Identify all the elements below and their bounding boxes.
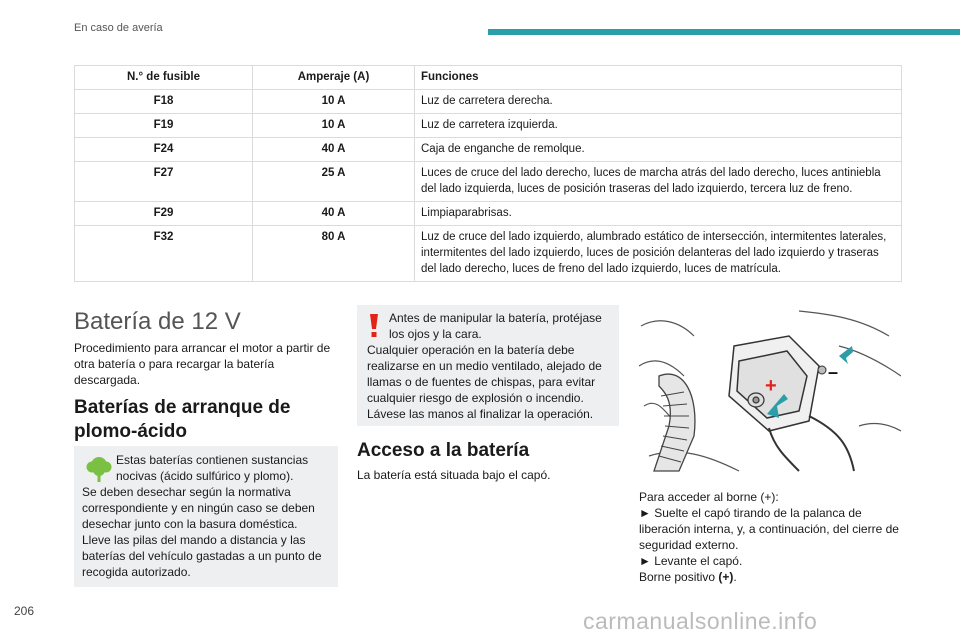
fuse-amperage: 10 A (253, 90, 415, 114)
positive-terminal-label: + (765, 375, 777, 397)
environment-note-box (74, 446, 338, 587)
fuse-table (74, 65, 902, 282)
fuse-amperage: 40 A (253, 202, 415, 226)
fuse-number: F32 (75, 226, 253, 282)
battery-intro-text: Procedimiento para arrancar el motor a partir de otra batería o para recargar la batería descargada. (74, 341, 331, 387)
table-row (75, 90, 902, 114)
step-release-hood: ► Suelte el capó tirando de la palanca de liberación interna, y, a continuación, del cierre de seguridad externo. (639, 506, 899, 552)
positive-terminal-symbol: (+) (718, 570, 734, 584)
fuse-function: Luz de cruce del lado izquierdo, alumbrado estático de intersección, intermitentes laterales, intermitentes del lado izquierdo, luces de posición delanteras del lado izquierdo y traseras del lado derecho, luces de freno del lado izquierdo, luces de matrícula. (415, 226, 902, 282)
warning-line-3: Lávese las manos al finalizar la operación. (367, 407, 594, 421)
lead-acid-heading: Baterías de arranque de plomo-ácido (74, 397, 291, 442)
column-header-functions: Funciones (415, 66, 902, 90)
steps-intro: Para acceder al borne (+): (639, 490, 779, 504)
table-row (75, 202, 902, 226)
fuse-amperage: 80 A (253, 226, 415, 282)
battery-section-title: Batería de 12 V (74, 308, 241, 335)
fuse-number: F19 (75, 114, 253, 138)
table-header-row (75, 66, 902, 90)
leaf-icon (86, 454, 112, 482)
table-row (75, 162, 902, 202)
fuse-function: Limpiaparabrisas. (415, 202, 902, 226)
negative-terminal-label: – (828, 362, 839, 382)
fuse-amperage: 25 A (253, 162, 415, 202)
warning-line-2: Cualquier operación en la batería debe realizarse en un medio ventilado, alejado de llamas o de fuentes de chispas, para evitar cualquier riesgo de explosión o incendio. (367, 343, 602, 405)
table-row (75, 226, 902, 282)
watermark: carmanualsonline.info (583, 608, 818, 634)
environment-note-line-3: Lleve las pilas del mando a distancia y las baterías del vehículo gastadas a un punto de recogida autorizado. (82, 533, 322, 579)
environment-note-line-1: Estas baterías contienen sustancias nocivas (ácido sulfúrico y plomo). (116, 453, 309, 483)
battery-access-steps (639, 489, 905, 585)
header-accent-bar (488, 29, 960, 35)
warning-line-1: Antes de manipular la batería, protéjase los ojos y la cara. (389, 311, 602, 341)
column-header-fuse: N.° de fusible (75, 66, 253, 90)
fuse-function: Luces de cruce del lado derecho, luces de marcha atrás del lado derecho, luces antiniebla del lado izquierda, luces de posición traseras del lado izquierdo, tercera luz de freno. (415, 162, 902, 202)
battery-location-text: La batería está situada bajo el capó. (357, 468, 551, 482)
section-title: En caso de avería (74, 22, 163, 34)
table-row (75, 138, 902, 162)
column-header-amperage: Amperaje (A) (253, 66, 415, 90)
caption-period: . (733, 570, 737, 584)
fuse-number: F18 (75, 90, 253, 114)
fuse-function: Luz de carretera derecha. (415, 90, 902, 114)
positive-terminal-text: Borne positivo (639, 570, 719, 584)
fuse-number: F24 (75, 138, 253, 162)
fuse-number: F29 (75, 202, 253, 226)
fuse-amperage: 10 A (253, 114, 415, 138)
fuse-amperage: 40 A (253, 138, 415, 162)
table-row (75, 114, 902, 138)
warning-note-box (357, 305, 619, 426)
environment-note-line-2: Se deben desechar según la normativa correspondiente y en ningún caso se deben desechar junto con la basura doméstica. (82, 485, 315, 531)
page-number: 206 (14, 604, 35, 618)
positive-terminal-caption (639, 569, 905, 585)
fuse-function: Luz de carretera izquierda. (415, 114, 902, 138)
step-raise-hood: ► Levante el capó. (639, 554, 743, 568)
fuse-function: Caja de enganche de remolque. (415, 138, 902, 162)
engine-bay-battery-illustration (639, 306, 901, 476)
exclamation-icon (367, 314, 381, 338)
battery-access-heading: Acceso a la batería (357, 440, 530, 461)
fuse-number: F27 (75, 162, 253, 202)
